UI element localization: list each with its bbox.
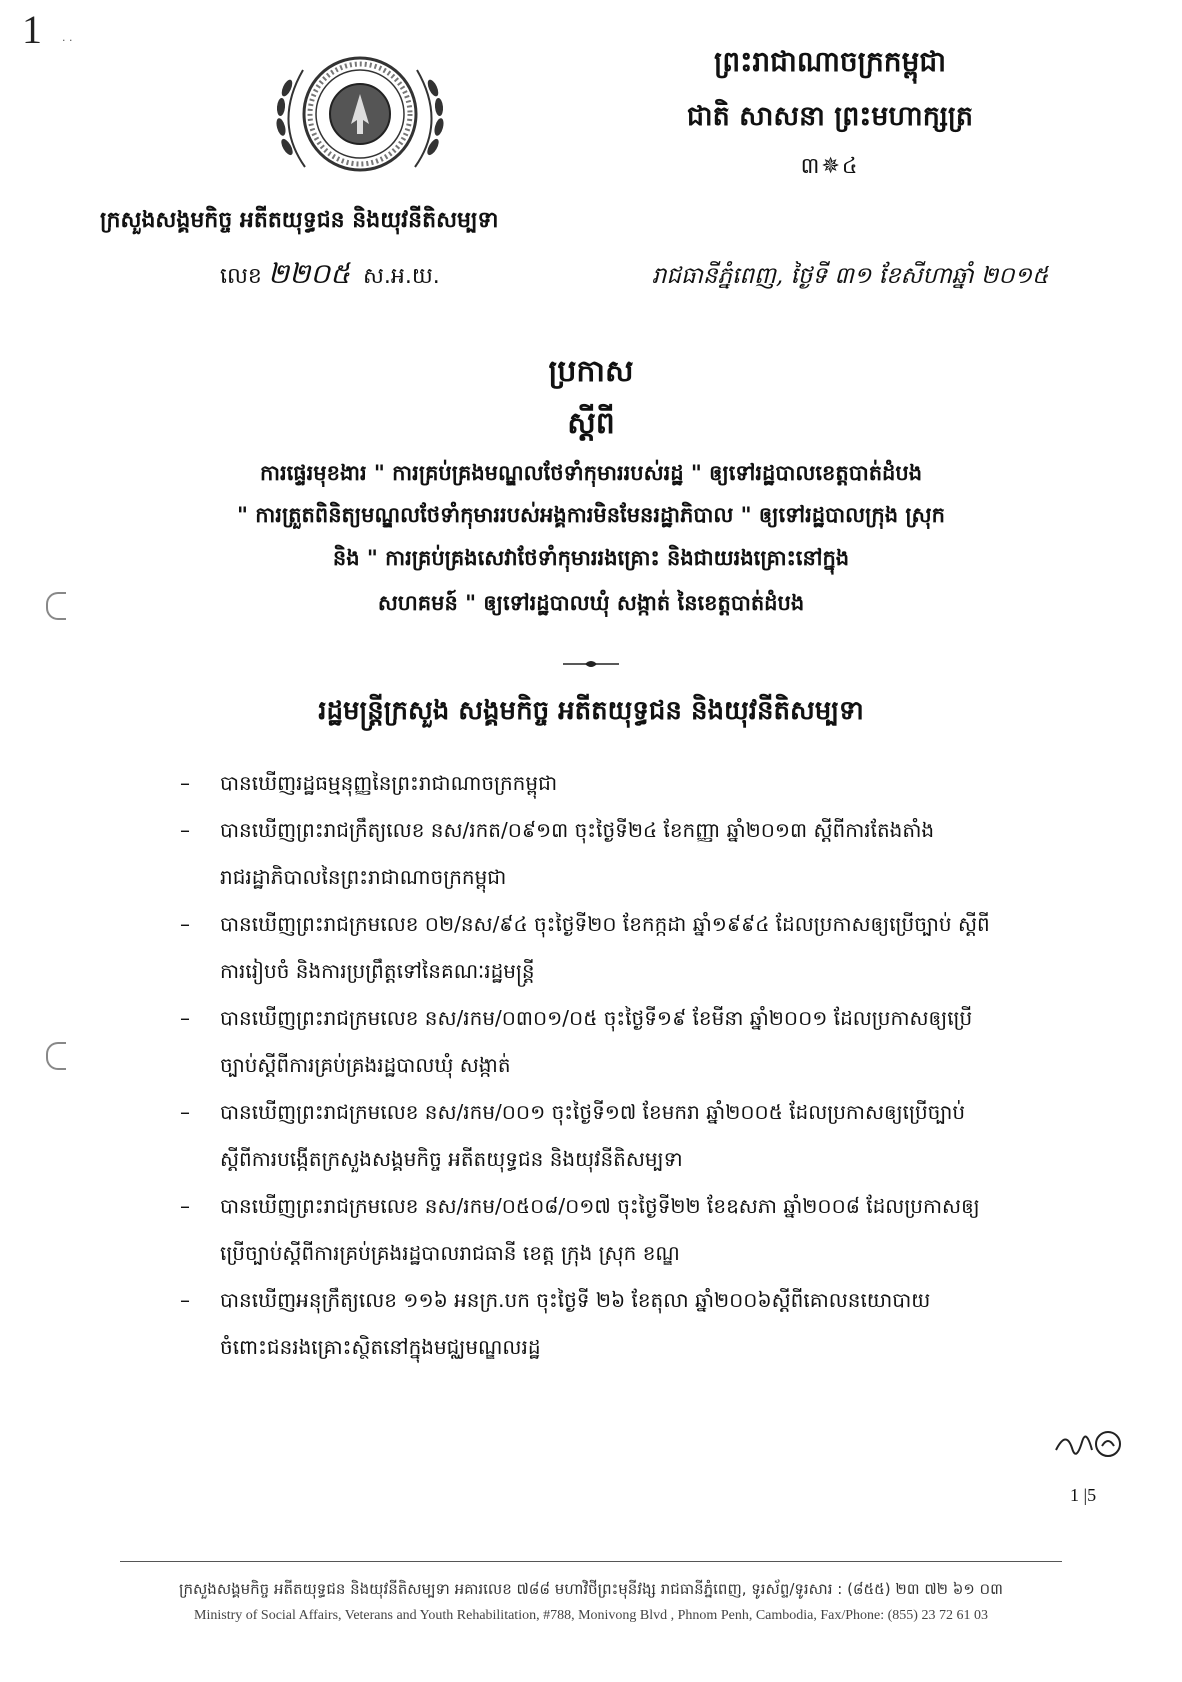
binding-ring	[46, 592, 66, 620]
bullet-text: រាជរដ្ឋាភិបាលនៃព្រះរាជាណាចក្រកម្ពុជា	[220, 865, 507, 889]
document-type-title: ប្រកាស	[548, 354, 634, 389]
bullet-dash: –	[180, 1100, 190, 1124]
ref-label: លេខ	[220, 264, 262, 289]
footer-address-khmer: ក្រសួងសង្គមកិច្ច អតីតយុទ្ធជន និងយុវនីតិសម្បទា អគារលេខ ៧៨៨ មហាវិថីព្រះមុនីវង្ស រាជធានីភ្នំពេញ, ទូរស័ព្ទ/ទូរសារ : (៨៥៥) ២៣ ៧២ ៦១ ០៣	[179, 1580, 1003, 1598]
page-number: 1 |5	[1070, 1485, 1097, 1505]
list-item	[180, 1277, 1080, 1371]
bullet-text: ច្បាប់ស្តីពីការគ្រប់គ្រងរដ្ឋបាលឃុំ សង្កាត់	[220, 1053, 511, 1077]
bullet-text: បានឃើញអនុក្រឹត្យលេខ ១១៦ អនក្រ.បក ចុះថ្ងៃទី ២៦ ខែតុលា ឆ្នាំ២០០៦ស្តីពីគោលនយោបាយ	[220, 1288, 931, 1312]
ornament: ៣✵៤	[800, 154, 860, 179]
list-item	[180, 901, 1080, 995]
bullet-dash: –	[180, 912, 190, 936]
list-item	[180, 995, 1080, 1089]
bullet-text: បានឃើញព្រះរាជក្រមលេខ នស/រកម/០៥០៨/០១៧ ចុះថ្ងៃទី២២ ខែឧសភា ឆ្នាំ២០០៨ ដែលប្រកាសឲ្យ	[220, 1194, 980, 1218]
scan-mark: 1	[22, 7, 42, 52]
bullet-dash: –	[180, 1194, 190, 1218]
list-item	[180, 807, 1080, 901]
ministry-name: ក្រសួងសង្គមកិច្ច អតីតយុទ្ធជន និងយុវនីតិសម្បទា	[100, 208, 499, 233]
considerations-list	[180, 760, 1080, 1371]
ref-number: ២២០៥	[267, 257, 350, 290]
list-item	[180, 1183, 1080, 1277]
subject-label: ស្តីពី	[567, 406, 615, 441]
bullet-dash: –	[180, 1006, 190, 1030]
bullet-text: បានឃើញព្រះរាជក្រមលេខ នស/រកម/០៣០១/០៥ ចុះថ្ងៃទី១៩ ខែមីនា ឆ្នាំ២០០១ ដែលប្រកាសឲ្យប្រើ	[220, 1006, 973, 1030]
initials-signature-icon	[1052, 1420, 1132, 1470]
ministry-seal-icon	[265, 52, 455, 182]
footer-address-english: Ministry of Social Affairs, Veterans and Youth Rehabilitation, #788, Monivong Blvd , Phnom Penh, Cambodia, Fax/Phone: (855) 23 72 61 03	[194, 1608, 988, 1623]
scan-dots: · ·	[62, 34, 73, 47]
minister-heading: រដ្ឋមន្ត្រីក្រសួង សង្គមកិច្ច អតីតយុទ្ធជន និងយុវនីតិសម្បទា	[318, 696, 864, 726]
subject-line-2: " ការត្រួតពិនិត្យមណ្ឌលថែទាំកុមាររបស់អង្គការមិនមែនរដ្ឋាភិបាល " ឲ្យទៅរដ្ឋបាលក្រុង ស្រុក	[237, 503, 945, 527]
bullet-dash: –	[180, 1288, 190, 1312]
bullet-text: បានឃើញព្រះរាជក្រឹត្យលេខ នស/រកត/០៩១៣ ចុះថ្ងៃទី២៤ ខែកញ្ញា ឆ្នាំ២០១៣ ស្តីពីការតែងតាំង	[220, 818, 935, 842]
subject-line-1: ការផ្ទេរមុខងារ " ការគ្រប់គ្រងមណ្ឌលថែទាំកុមាររបស់រដ្ឋ " ឲ្យទៅរដ្ឋបាលខេត្តបាត់ដំបង	[259, 461, 923, 485]
subject-line-3: និង " ការគ្រប់គ្រងសេវាថែទាំកុមាររងគ្រោះ និងជាយរងគ្រោះនៅក្នុង	[332, 546, 850, 570]
national-motto: ជាតិ សាសនា ព្រះមហាក្សត្រ	[686, 101, 974, 132]
kingdom-title: ព្រះរាជាណាចក្រកម្ពុជា	[713, 45, 946, 78]
list-item	[180, 1089, 1080, 1183]
list-item	[180, 760, 1080, 807]
bullet-dash: –	[180, 771, 190, 795]
bullet-text: បានឃើញរដ្ឋធម្មនុញ្ញនៃព្រះរាជាណាចក្រកម្ពុជា	[220, 771, 558, 795]
subject-line-4: សហគមន៍ " ឲ្យទៅរដ្ឋបាលឃុំ សង្កាត់ នៃខេត្តបាត់ដំបង	[377, 591, 805, 615]
bullet-text: បានឃើញព្រះរាជក្រមលេខ ០២/នស/៩៤ ចុះថ្ងៃទី២០ ខែកក្កដា ឆ្នាំ១៩៩៤ ដែលប្រកាសឲ្យប្រើច្បាប់ ស្តីពី	[220, 912, 990, 936]
reference-number	[220, 256, 440, 297]
bullet-text: ចំពោះជនរងគ្រោះស្ថិតនៅក្នុងមជ្ឈមណ្ឌលរដ្ឋ	[220, 1335, 541, 1359]
bullet-text: បានឃើញព្រះរាជក្រមលេខ នស/រកម/០០១ ចុះថ្ងៃទី១៧ ខែមករា ឆ្នាំ២០០៥ ដែលប្រកាសឲ្យប្រើច្បាប់	[220, 1100, 966, 1124]
footer-rule	[120, 1561, 1062, 1562]
ref-suffix: ស.អ.យ.	[362, 264, 440, 289]
bullet-text: ស្តីពីការបង្កើតក្រសួងសង្គមកិច្ច អតីតយុទ្ធជន និងយុវនីតិសម្បទា	[220, 1147, 683, 1171]
binding-ring	[46, 1042, 66, 1070]
date-line: រាជធានីភ្នំពេញ, ថ្ងៃទី ៣១ ខែសីហាឆ្នាំ ២០១៥	[651, 263, 1049, 289]
bullet-text: ការរៀបចំ និងការប្រព្រឹត្តទៅនៃគណៈរដ្ឋមន្ត្រី	[220, 959, 535, 983]
bullet-dash: –	[180, 818, 190, 842]
divider-flourish	[561, 658, 621, 670]
bullet-text: ប្រើច្បាប់ស្តីពីការគ្រប់គ្រងរដ្ឋបាលរាជធានី ខេត្ត ក្រុង ស្រុក ខណ្ឌ	[220, 1241, 680, 1265]
